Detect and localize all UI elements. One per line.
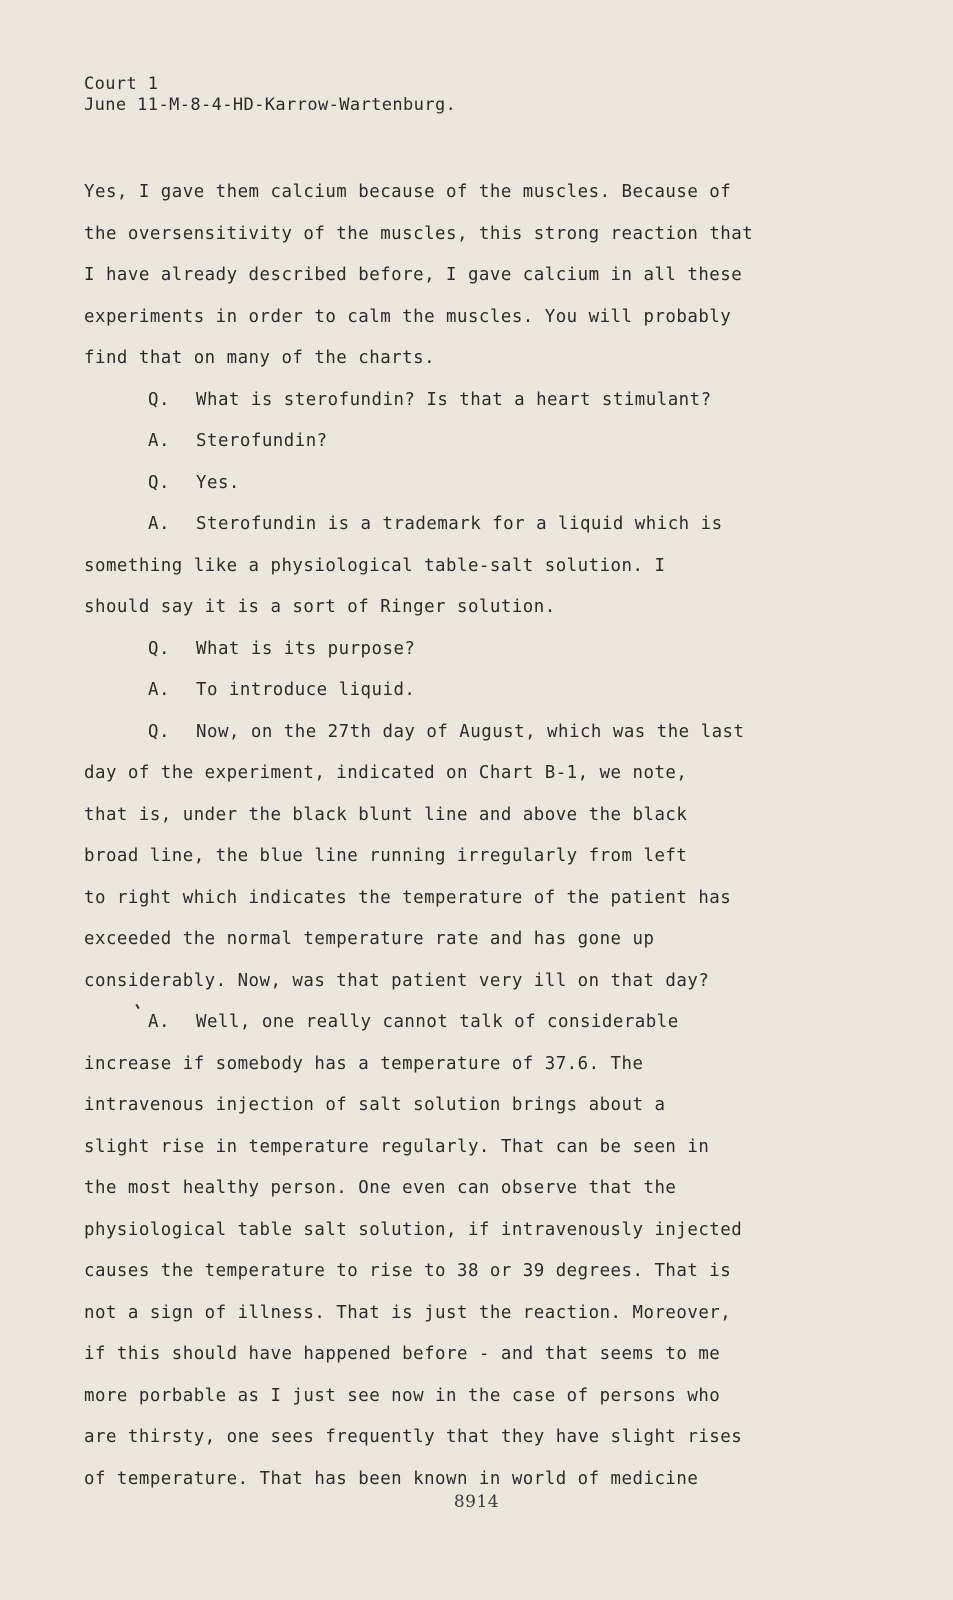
text-line: causes the temperature to rise to 38 or 39 degrees. That is <box>84 1261 732 1281</box>
text-line: Yes, I gave them calcium because of the muscles. Because of <box>84 182 732 202</box>
margin-tick-mark <box>135 1000 146 1009</box>
qa-text: What is sterofundin? Is that a heart stimulant? <box>196 389 712 410</box>
text-line: I have already described before, I gave calcium in all these <box>84 265 743 285</box>
question-line <box>84 629 844 671</box>
text-line: should say it is a sort of Ringer solution. <box>84 597 556 617</box>
question-line <box>84 380 844 422</box>
text-line: slight rise in temperature regularly. That can be seen in <box>84 1136 710 1157</box>
text-line: physiological table salt solution, if intravenously injected <box>84 1219 743 1240</box>
qa-text: Now, on the 27th day of August, which was the last <box>196 721 745 742</box>
answer-line <box>84 670 844 712</box>
session-label: June 11-M-8-4-HD-Karrow-Wartenburg. <box>84 95 457 115</box>
text-line: something like a physiological table-salt solution. I <box>84 555 666 576</box>
qa-mark: Q. <box>148 638 170 659</box>
qa-mark: A. <box>148 514 170 534</box>
qa-text: To introduce liquid. <box>196 680 416 700</box>
qa-text: Sterofundin? <box>196 431 328 451</box>
answer-line <box>84 504 844 546</box>
text-line: if this should have happened before - and that seems to me <box>84 1344 721 1364</box>
header <box>84 74 456 116</box>
answer-line <box>84 1002 844 1044</box>
qa-mark: A. <box>148 431 170 451</box>
text-line: that is, under the black blunt line and above the black <box>84 804 688 825</box>
text-line: day of the experiment, indicated on Chart B-1, we note, <box>84 763 688 783</box>
text-line: the most healthy person. One even can observe that the <box>84 1178 677 1198</box>
qa-text: Sterofundin is a trademark for a liquid which is <box>196 514 723 534</box>
text-line: broad line, the blue line running irregularly from left <box>84 846 688 866</box>
question-line <box>84 463 844 505</box>
qa-mark: A. <box>148 1012 170 1032</box>
text-line: considerably. Now, was that patient very ill on that day? <box>84 970 710 991</box>
transcript-body <box>84 172 844 1500</box>
text-line: intravenous injection of salt solution brings about a <box>84 1095 666 1115</box>
text-line: the oversensitivity of the muscles, this strong reaction that <box>84 223 754 244</box>
court-label: Court 1 <box>84 74 159 94</box>
text-line: of temperature. That has been known in world of medicine <box>84 1468 699 1489</box>
qa-text: What is its purpose? <box>196 638 416 659</box>
question-line <box>84 712 844 754</box>
text-line: find that on many of the charts. <box>84 348 436 368</box>
qa-mark: A. <box>148 680 170 700</box>
qa-text: Well, one really cannot talk of considerable <box>196 1012 679 1032</box>
qa-text: Yes. <box>196 472 240 493</box>
text-line: exceeded the normal temperature rate and has gone up <box>84 929 655 949</box>
text-line: increase if somebody has a temperature of 37.6. The <box>84 1053 644 1074</box>
text-line: not a sign of illness. That is just the reaction. Moreover, <box>84 1302 732 1323</box>
page-number: 8914 <box>453 1492 500 1512</box>
text-line: are thirsty, one sees frequently that they have slight rises <box>84 1427 743 1447</box>
answer-line <box>84 421 844 463</box>
text-line: to right which indicates the temperature of the patient has <box>84 887 732 908</box>
qa-mark: Q. <box>148 472 170 493</box>
text-line: more porbable as I just see now in the case of persons who <box>84 1385 721 1406</box>
qa-mark: Q. <box>148 389 170 410</box>
qa-mark: Q. <box>148 721 170 742</box>
text-line: experiments in order to calm the muscles. You will probably <box>84 306 732 327</box>
